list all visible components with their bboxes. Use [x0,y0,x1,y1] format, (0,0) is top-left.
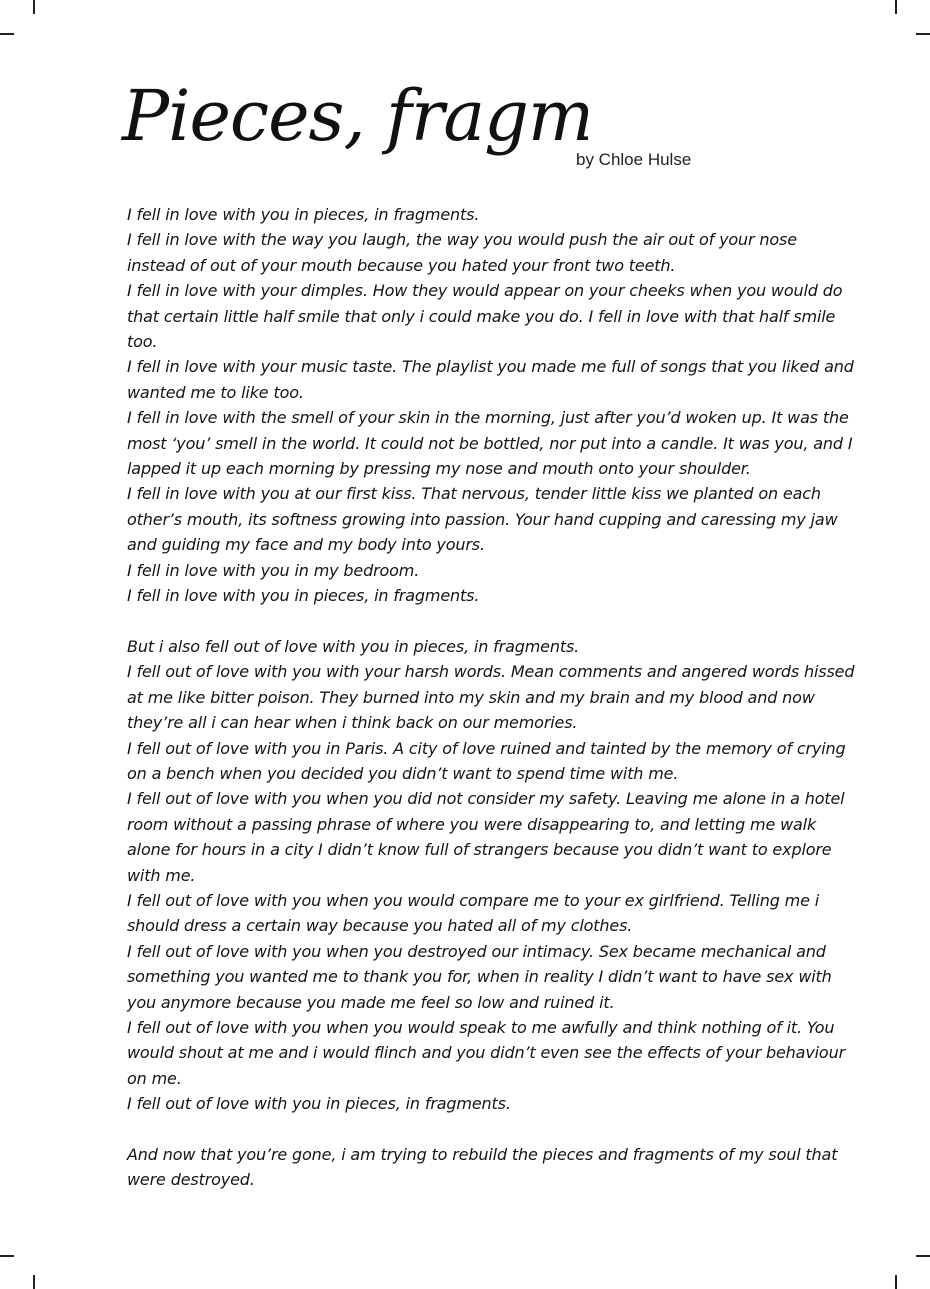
crop-mark [895,0,897,14]
crop-mark [0,1255,14,1257]
poem-line: I fell out of love with you with your harsh words. Mean comments and angered words hissed at me like bitter poison. They burned into my skin and my brain and my blood and now they’re all i can hear when i think back on our memories. [127,662,855,733]
crop-mark [33,0,35,14]
poem-line: I fell in love with you in my bedroom. [127,560,420,580]
stanza-1 [127,202,857,609]
poem-line: I fell out of love with you when you destroyed our intimacy. Sex became mechanical and something you wanted me to thank you for, when in reality I didn’t want to have sex with you anymore because you made me feel so low and ruined it. [127,941,832,1012]
poem-line: I fell out of love with you when you would speak to me awfully and think nothing of it. You would shout at me and i would flinch and you didn’t even see the effects of your behaviour on me. [127,1017,845,1088]
crop-mark [0,33,14,35]
poem-line: I fell in love with your music taste. The playlist you made me full of songs that you liked and wanted me to like too. [127,357,854,402]
poem-line: I fell in love with the smell of your skin in the morning, just after you’d woken up. It was the most ‘you’ smell in the world. It could not be bottled, nor put into a candle. It was you, and I lapped it up each morning by pressing my nose and mouth onto your shoulder. [127,408,853,479]
crop-mark [895,1275,897,1289]
stanza-2 [127,634,857,1117]
poem-line: I fell in love with you at our first kiss. That nervous, tender little kiss we planted on each other’s mouth, its softness growing into passion. Your hand cupping and caressing my jaw and guiding my face and my body into yours. [127,484,838,555]
poem-line: I fell out of love with you when you did not consider my safety. Leaving me alone in a hotel room without a passing phrase of where you were disappearing to, and letting me walk alone for hours in a city I didn’t know full of strangers because you didn’t want to explore with me. [127,789,845,885]
stanza-gap [127,609,857,634]
poem-line: I fell out of love with you in pieces, in fragments. [127,1094,511,1114]
poem-line: But i also fell out of love with you in pieces, in fragments. [127,636,580,656]
poem-body [127,202,857,1193]
crop-mark [916,1255,930,1257]
crop-mark [33,1275,35,1289]
poem-line: I fell out of love with you when you would compare me to your ex girlfriend. Telling me i should dress a certain way because you hated all of my clothes. [127,890,820,936]
poem-line: I fell in love with you in pieces, in fragments. [127,205,480,224]
stanza-gap [127,1117,857,1142]
poem-title-text: Pieces, fragm [122,75,588,157]
stanza-3 [127,1142,857,1193]
poem-line: I fell in love with your dimples. How they would appear on your cheeks when you would do that certain little half smile that only i could make you do. I fell in love with that half smile too. [127,281,843,352]
crop-mark [916,33,930,35]
poem-line: And now that you’re gone, i am trying to rebuild the pieces and fragments of my soul that were destroyed. [127,1145,838,1190]
poem-line: I fell in love with you in pieces, in fragments. [127,586,480,606]
poem-line: I fell in love with the way you laugh, the way you would push the air out of your nose instead of out of your mouth because you hated your front two teeth. [127,230,797,275]
poem-line: I fell out of love with you in Paris. A city of love ruined and tainted by the memory of crying on a bench when you decided you didn’t want to spend time with me. [127,738,846,783]
poem-title [118,62,588,182]
author-byline: by Chloe Hulse [576,150,692,169]
